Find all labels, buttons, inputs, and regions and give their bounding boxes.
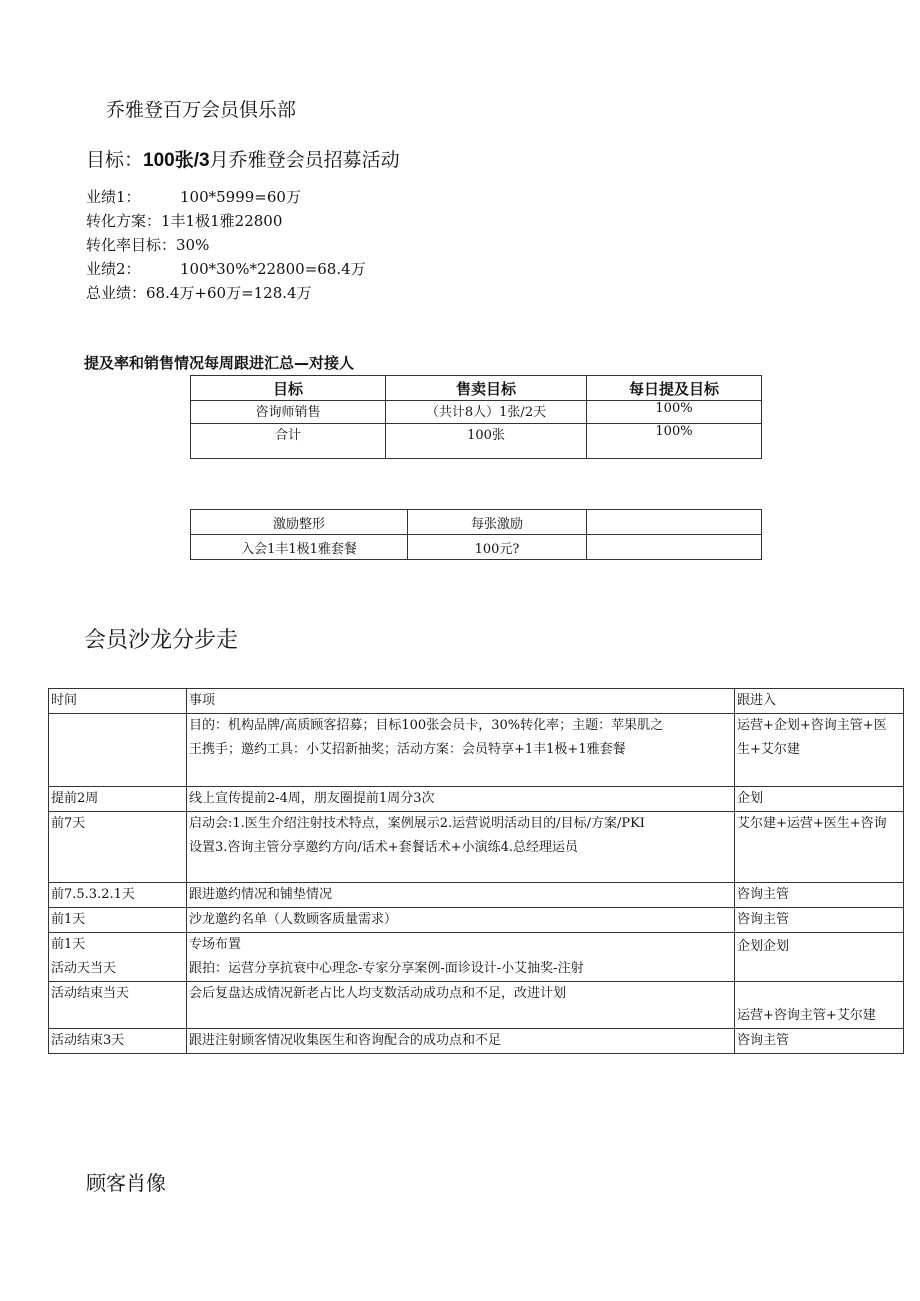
owner-cell: 运营+咨询主管+艾尔建: [735, 982, 904, 1029]
owner-line: 企划企划: [737, 939, 790, 954]
table-cell: 合计: [191, 424, 386, 459]
item-cell: 会后复盘达成情况新老占比人均支数活动成功点和不足，改进计划: [187, 982, 735, 1029]
table-cell: [587, 535, 762, 560]
metric-value: 30%: [176, 236, 210, 254]
table-row: [191, 510, 762, 535]
item-line: 跟拍：运营分享抗衰中心理念-专家分享案例-面诊设计-小艾抽奖-注射: [189, 961, 584, 976]
goal-suffix: 月乔雅登会员招募活动: [209, 149, 400, 171]
table-cell: 100元?: [408, 535, 587, 560]
persona-title: 顾客肖像: [86, 1171, 166, 1195]
metric-label: 转化率目标：: [86, 236, 177, 254]
metric-label: 业绩1：: [86, 188, 141, 206]
item-cell: [187, 812, 735, 883]
table-row: [191, 401, 762, 424]
table-header-row: [49, 689, 904, 714]
metric-value: 100*5999=60万: [180, 188, 301, 206]
item-cell: [187, 933, 735, 982]
owner-cell: [735, 714, 904, 787]
col-header: 事项: [187, 689, 735, 714]
table-cell: 100张: [386, 424, 587, 459]
time-cell: [49, 714, 187, 787]
time-cell: 前1天: [49, 908, 187, 933]
table-cell: 入会1丰1极1雅套餐: [191, 535, 408, 560]
item-line: 王携手；邀约工具：小艾招新抽奖；活动方案：会员特享+1丰1极+1雅套餐: [189, 742, 626, 757]
owner-cell: 艾尔建+运营+医生+咨询: [735, 812, 904, 883]
col-header: 售卖目标: [386, 376, 587, 401]
table-row: [49, 787, 904, 812]
metric-label: 总业绩：: [86, 284, 147, 302]
metric-row: [86, 210, 282, 231]
salon-steps-table: [48, 688, 904, 1054]
metric-row: [86, 258, 366, 279]
item-line: 目的：机构品牌/高质顾客招募；目标100张会员卡，30%转化率；主题：苹果肌之: [189, 718, 664, 733]
item-cell: [187, 714, 735, 787]
table-row: [191, 424, 762, 459]
time-cell: 活动结束当天: [49, 982, 187, 1029]
table-cell: [587, 510, 762, 535]
item-line: 启动会:1.医生介绍注射技术特点，案例展示2.运营说明活动目的/目标/方案/PKI: [189, 816, 645, 831]
table-row: [49, 933, 904, 982]
table-cell: 100%: [587, 401, 762, 424]
metric-row: [86, 282, 312, 303]
col-header: 跟进入: [735, 689, 904, 714]
time-cell: [49, 933, 187, 982]
metric-value: 1丰1极1雅22800: [161, 212, 283, 230]
owner-line: 运营+企划+咨询主管+医: [737, 718, 887, 733]
time-line: 活动天当天: [51, 961, 117, 976]
salon-title: 会员沙龙分步走: [84, 628, 239, 653]
table-cell: 每张激励: [408, 510, 587, 535]
table-row: [49, 714, 904, 787]
item-line: 设置3.咨询主管分享邀约方向/话术+套餐话术+小演练4.总经理运员: [189, 840, 578, 855]
time-line: 前1天: [51, 937, 86, 952]
sales-target-table: [190, 375, 762, 459]
owner-cell: 咨询主管: [735, 883, 904, 908]
metric-row: [86, 234, 209, 255]
col-header: 每日提及目标: [587, 376, 762, 401]
item-cell: 跟进注射顾客情况收集医生和咨询配合的成功点和不足: [187, 1029, 735, 1054]
table-cell: （共计8人）1张/2天: [386, 401, 587, 424]
owner-cell: 企划: [735, 787, 904, 812]
table-cell: 咨询师销售: [191, 401, 386, 424]
time-cell: 提前2周: [49, 787, 187, 812]
goal-bold: 100张/3: [143, 150, 210, 171]
owner-cell: 咨询主管: [735, 1029, 904, 1054]
owner-line: 生+艾尔建: [737, 742, 800, 757]
item-cell: 沙龙邀约名单（人数顾客质量需求）: [187, 908, 735, 933]
club-title: 乔雅登百万会员俱乐部: [106, 99, 297, 121]
table-row: [49, 883, 904, 908]
followup-title: 提及率和销售情况每周跟进汇总—对接人: [84, 354, 355, 372]
goal-heading: [86, 145, 400, 172]
table-row: [191, 535, 762, 560]
table-row: [49, 812, 904, 883]
metric-label: 业绩2：: [86, 260, 141, 278]
table-row: [49, 982, 904, 1029]
metric-row: [86, 186, 301, 207]
table-row: [49, 1029, 904, 1054]
table-row: [49, 908, 904, 933]
time-cell: 活动结束3天: [49, 1029, 187, 1054]
time-cell: 前7.5.3.2.1天: [49, 883, 187, 908]
item-cell: 线上宣传提前2-4周，朋友圈提前1周分3次: [187, 787, 735, 812]
item-cell: 跟进邀约情况和铺垫情况: [187, 883, 735, 908]
owner-cell: [735, 933, 904, 982]
incentive-table: [190, 509, 762, 560]
time-cell: 前7天: [49, 812, 187, 883]
table-header-row: [191, 376, 762, 401]
table-cell: 激励整形: [191, 510, 408, 535]
goal-prefix: 目标：: [86, 149, 144, 171]
item-line: 专场布置: [189, 937, 242, 952]
owner-cell: 咨询主管: [735, 908, 904, 933]
col-header: 目标: [191, 376, 386, 401]
metric-label: 转化方案：: [86, 212, 162, 230]
table-cell: 100%: [587, 424, 762, 459]
metric-value: 100*30%*22800=68.4万: [180, 260, 366, 278]
col-header: 时间: [49, 689, 187, 714]
metric-value: 68.4万+60万=128.4万: [146, 284, 312, 302]
